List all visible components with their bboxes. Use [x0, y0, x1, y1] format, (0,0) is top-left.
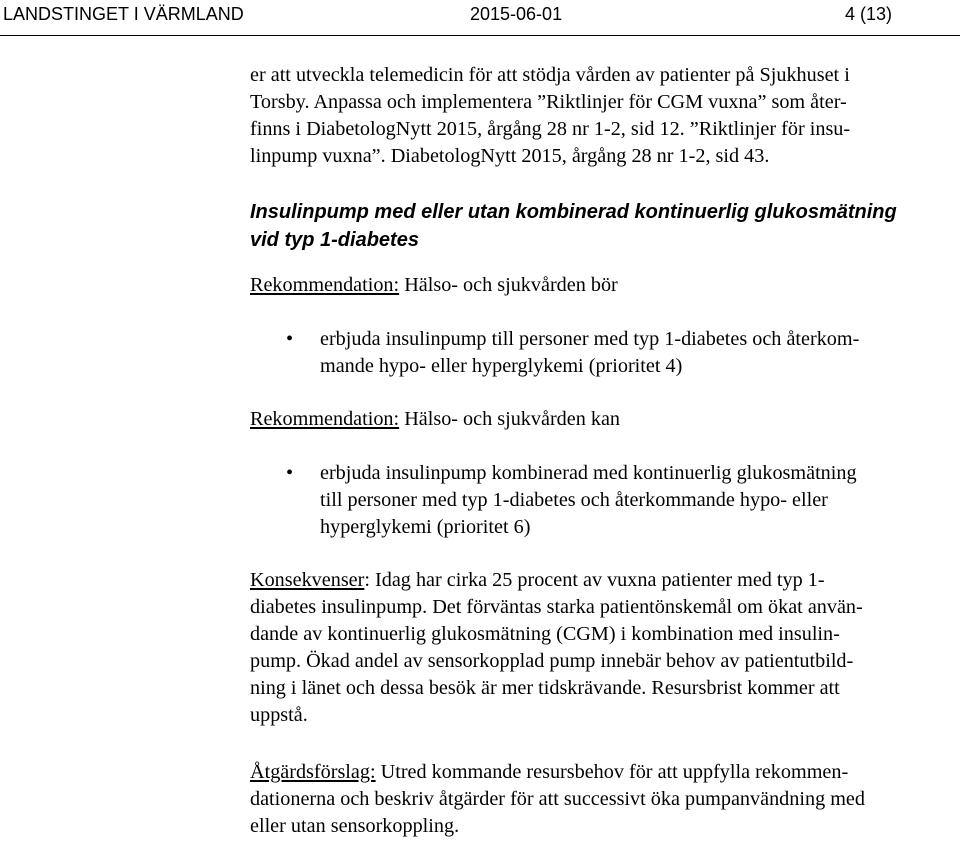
recommendation-text: Hälso- och sjukvården bör: [399, 274, 618, 296]
recommendation-2: [250, 406, 960, 433]
heading-line: vid typ 1-diabetes: [250, 229, 419, 251]
bullet-icon: •: [286, 462, 294, 484]
heading-line: Insulinpump med eller utan kombinerad kontinuerlig glukosmätning: [250, 201, 897, 223]
intro-paragraph: [250, 62, 960, 170]
list-item-line: hyperglykemi (prioritet 6): [320, 516, 531, 538]
list-item-line: mande hypo- eller hyperglykemi (prioritet 4): [320, 355, 683, 377]
recommendation-text: Hälso- och sjukvården kan: [399, 408, 621, 430]
section-heading: [250, 198, 960, 254]
recommendation-1: [250, 272, 960, 299]
consequences-text: : Idag har cirka 25 procent av vuxna patienter med typ 1-: [364, 569, 825, 591]
page-header: [0, 0, 960, 36]
consequences-first-line: [250, 567, 960, 594]
header-organization: LANDSTINGET I VÄRMLAND: [3, 4, 244, 24]
intro-line: er att utveckla telemedicin för att stödja vården av patienter på Sjukhuset i: [250, 64, 850, 86]
list-item-line: erbjuda insulinpump kombinerad med kontinuerlig glukosmätning: [320, 462, 857, 484]
header-page-number: 4 (13): [845, 4, 893, 24]
consequences-paragraph: [250, 567, 960, 729]
bullet-icon: •: [286, 328, 294, 350]
proposal-label: Åtgärdsförslag:: [250, 761, 376, 783]
intro-line: linpump vuxna”. DiabetologNytt 2015, årgång 28 nr 1-2, sid 43.: [250, 145, 770, 167]
proposal-paragraph: [250, 759, 960, 840]
consequences-line: diabetes insulinpump. Det förväntas starka patientönskemål om ökat använ-: [250, 596, 863, 618]
consequences-label: Konsekvenser: [250, 569, 365, 591]
bullet-list-2: [250, 460, 960, 541]
consequences-line: pump. Ökad andel av sensorkopplad pump innebär behov av patientutbild-: [250, 650, 854, 672]
proposal-line: dationerna och beskriv åtgärder för att successivt öka pumpanvändning med: [250, 788, 865, 810]
recommendation-label: Rekommendation:: [250, 408, 400, 430]
list-item-line: till personer med typ 1-diabetes och återkommande hypo- eller: [320, 489, 828, 511]
recommendation-label: Rekommendation:: [250, 274, 400, 296]
consequences-line: dande av kontinuerlig glukosmätning (CGM) i kombination med insulin-: [250, 623, 840, 645]
header-date: 2015-06-01: [470, 4, 563, 24]
bullet-list-1: [250, 326, 960, 380]
consequences-line: uppstå.: [250, 704, 308, 726]
document-body: [250, 62, 960, 840]
intro-line: Torsby. Anpassa och implementera ”Riktlinjer för CGM vuxna” som åter-: [250, 91, 847, 113]
proposal-first-line: [250, 759, 960, 786]
list-item-line: erbjuda insulinpump till personer med typ 1-diabetes och återkom-: [320, 328, 860, 350]
list-item: [250, 460, 960, 541]
consequences-line: ning i länet och dessa besök är mer tidskrävande. Resursbrist kommer att: [250, 677, 840, 699]
header-divider: [0, 35, 960, 36]
list-item: [250, 326, 960, 380]
proposal-text: Utred kommande resursbehov för att uppfylla rekommen-: [375, 761, 849, 783]
proposal-line: eller utan sensorkoppling.: [250, 815, 460, 837]
intro-line: finns i DiabetologNytt 2015, årgång 28 nr 1-2, sid 12. ”Riktlinjer för insu-: [250, 118, 851, 140]
